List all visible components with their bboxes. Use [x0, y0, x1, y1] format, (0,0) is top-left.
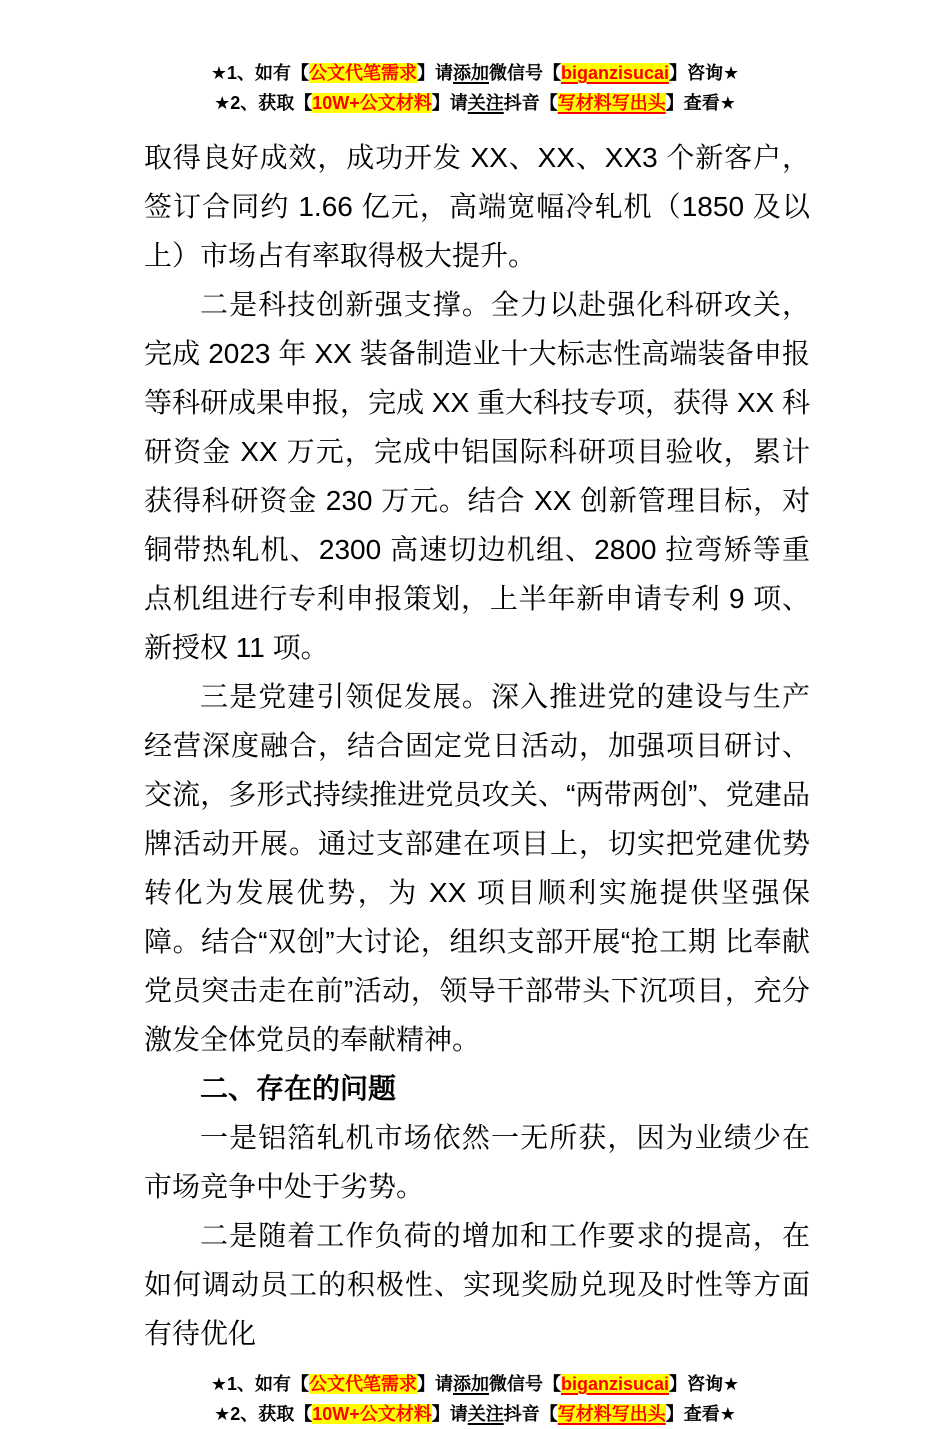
- promo1-add-action: 添加: [452, 1374, 489, 1394]
- promo2-douyin-name: 写材料写出头: [557, 1404, 666, 1424]
- promo-line-2: [0, 1399, 950, 1429]
- promo-banner-top: [0, 58, 950, 118]
- promo-line-1: [0, 1369, 950, 1399]
- promo2-douyin-label: 抖音【: [503, 93, 558, 113]
- promo2-material-highlight: 10W+公文材料: [312, 93, 432, 113]
- promo1-mid: 】请: [416, 1374, 453, 1394]
- promo1-wechat-id: biganzisucai: [560, 63, 670, 83]
- paragraph-problem-2: 二是随着工作负荷的增加和工作要求的提高，在如何调动员工的积极性、实现奖励兑现及时性等方面有待优化: [144, 1220, 810, 1349]
- paragraph-tech-innovation: 二是科技创新强支撑。全力以赴强化科研攻关，完成 2023 年 XX 装备制造业十大标志性高端装备申报等科研成果申报，完成 XX 重大科技专项，获得 XX 科研资金 XX 万元，完成中铝国际科研项目验收，累计获得科研资金 230 万元。结合 XX 创新管理目标，对铜带热轧机、2300 高速切边机组、2800 拉弯矫等重点机组进行专利申报策划，上半年新申请专利 9 项、新授权 11 项。: [144, 289, 810, 663]
- promo2-suffix: 】查看★: [665, 93, 736, 113]
- document-body: [144, 133, 810, 1358]
- promo1-service-highlight: 公文代笔需求: [308, 1374, 417, 1394]
- paragraph-continuation: 取得良好成效，成功开发 XX、XX、XX3 个新客户，签订合同约 1.66 亿元，高端宽幅冷轧机（1850 及以上）市场占有率取得极大提升。: [144, 142, 810, 271]
- promo-line-2: [0, 88, 950, 118]
- promo2-suffix: 】查看★: [665, 1404, 736, 1424]
- promo2-mid: 】请: [431, 1404, 468, 1424]
- promo2-follow-action: 关注: [467, 1404, 504, 1424]
- promo1-service-highlight: 公文代笔需求: [308, 63, 417, 83]
- promo-line-1: [0, 58, 950, 88]
- promo2-material-highlight: 10W+公文材料: [312, 1404, 432, 1424]
- promo1-wechat-label: 微信号【: [488, 63, 561, 83]
- promo1-wechat-label: 微信号【: [488, 1374, 561, 1394]
- promo1-suffix: 】咨询★: [669, 63, 740, 83]
- promo1-mid: 】请: [416, 63, 453, 83]
- paragraph-problem-1: 一是铝箔轧机市场依然一无所获，因为业绩少在市场竞争中处于劣势。: [144, 1122, 810, 1202]
- promo2-mid: 】请: [431, 93, 468, 113]
- section-heading-problems: 二、存在的问题: [200, 1073, 397, 1104]
- paragraph-party-building: 三是党建引领促发展。深入推进党的建设与生产经营深度融合，结合固定党日活动，加强项目研讨、交流，多形式持续推进党员攻关、“两带两创”、党建品牌活动开展。通过支部建在项目上，切实把党建优势转化为发展优势，为 XX 项目顺利实施提供坚强保障。结合“双创”大讨论，组织支部开展“抢工期 比奉献 党员突击走在前”活动，领导干部带头下沉项目，充分激发全体党员的奉献精神。: [144, 681, 810, 1055]
- promo2-prefix: ★2、获取【: [214, 93, 313, 113]
- promo1-suffix: 】咨询★: [669, 1374, 740, 1394]
- promo1-prefix: ★1、如有【: [210, 63, 309, 83]
- promo1-prefix: ★1、如有【: [210, 1374, 309, 1394]
- promo2-douyin-label: 抖音【: [503, 1404, 558, 1424]
- promo2-follow-action: 关注: [467, 93, 504, 113]
- promo1-add-action: 添加: [452, 63, 489, 83]
- promo1-wechat-id: biganzisucai: [560, 1374, 670, 1394]
- promo2-douyin-name: 写材料写出头: [557, 93, 666, 113]
- promo-banner-bottom: [0, 1369, 950, 1429]
- promo2-prefix: ★2、获取【: [214, 1404, 313, 1424]
